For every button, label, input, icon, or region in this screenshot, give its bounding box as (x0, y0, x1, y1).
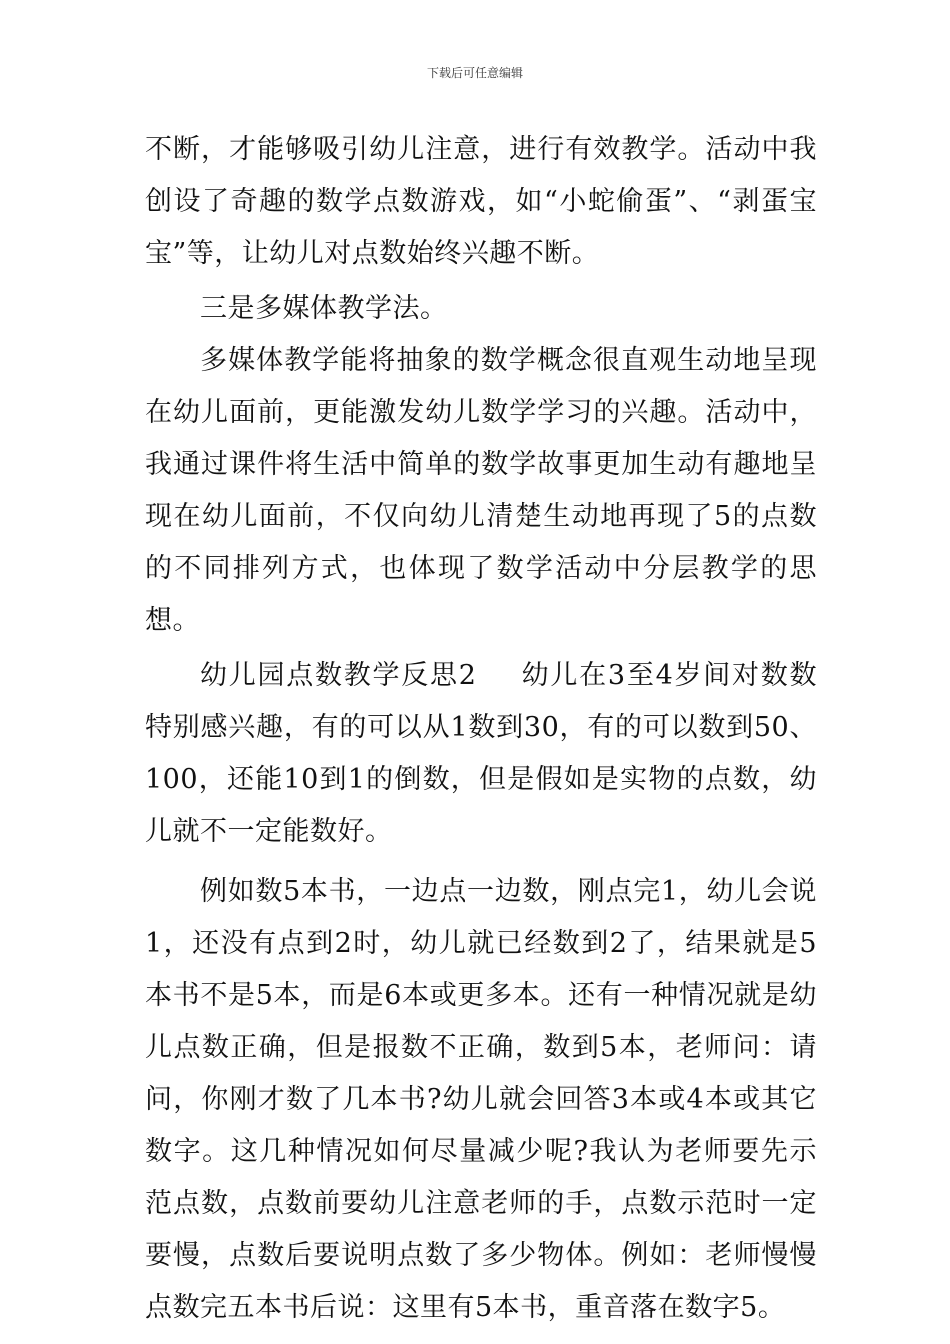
page-header-note: 下载后可任意编辑 (426, 66, 523, 80)
paragraph-reflection-2 (145, 650, 817, 858)
paragraph-multimedia-heading: 三是多媒体教学法。 (200, 293, 448, 324)
section-body: 幼儿在3至4岁间对数数特别感兴趣，有的可以从1数到30，有的可以数到50、100，还能10到1的倒数，但是假如是实物的点数，幼儿就不一定能数好。 (145, 660, 818, 847)
paragraph-multimedia-body: 多媒体教学能将抽象的数学概念很直观生动地呈现在幼儿面前，更能激发幼儿数学学习的兴趣。活动中，我通过课件将生活中简单的数学故事更加生动有趣地呈现在幼儿面前，不仅向幼儿清楚生动地再现了5的点数的不同排列方式，也体现了数学活动中分层教学的思想。 (145, 345, 817, 636)
section-title: 幼儿园点数教学反思2 (200, 660, 477, 691)
paragraph-continuation: 不断，才能够吸引幼儿注意，进行有效教学。活动中我创设了奇趣的数学点数游戏，如“小蛇偷蛋”、“剥蛋宝宝”等，让幼儿对点数始终兴趣不断。 (145, 134, 817, 269)
paragraph-example: 例如数5本书，一边点一边数，刚点完1，幼儿会说1，还没有点到2时，幼儿就已经数到2了，结果就是5本书不是5本，而是6本或更多本。还有一种情况就是幼儿点数正确，但是报数不正确，数到5本，老师问：请问，你刚才数了几本书?幼儿就会回答3本或4本或其它数字。这几种情况如何尽量减少呢?我认为老师要先示范点数，点数前要幼儿注意老师的手，点数示范时一定要慢，点数后要说明点数了多少物体。例如：老师慢慢点数完五本书后说：这里有5本书，重音落在数字5。 (145, 876, 817, 1323)
document-body (145, 124, 817, 1334)
